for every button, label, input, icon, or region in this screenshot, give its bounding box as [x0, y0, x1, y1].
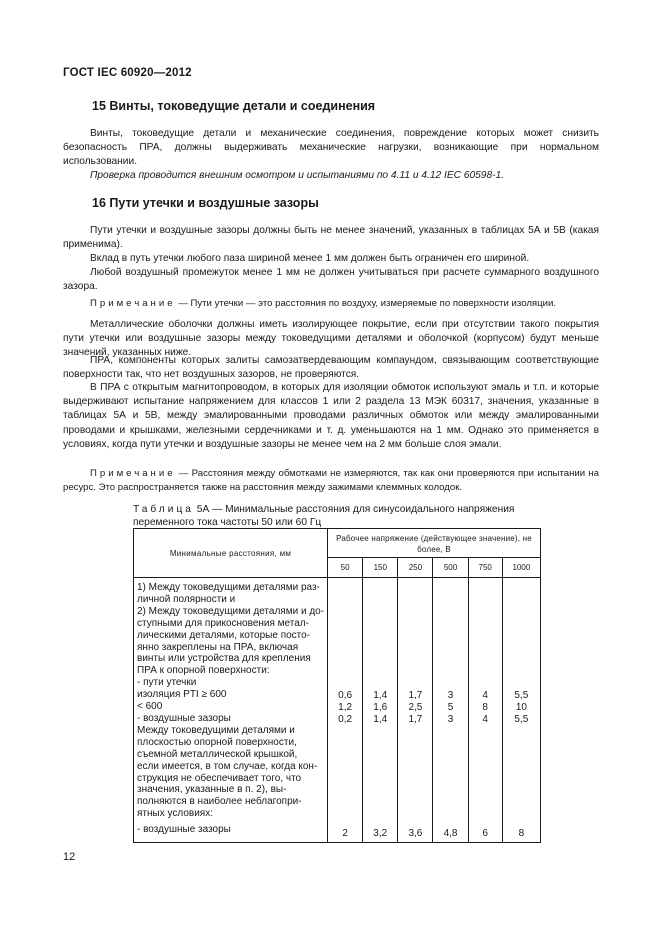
table-5a-caption-label: Таблица [133, 504, 194, 515]
table-5a-desc-line: изоляция PTI ≥ 600 [137, 689, 227, 701]
table-5a-desc-line: плоскостью опорной поверхности, [137, 736, 297, 748]
table-5a-spacer [398, 726, 432, 828]
table-5a-cell: 0,6 [338, 690, 353, 701]
section-15-check-note: Проверка проводится внешним осмотром и испытаниями по 4.11 и 4.12 IEC 60598-1. [90, 170, 505, 181]
document-header: ГОСТ IEC 60920—2012 [63, 67, 192, 79]
table-5a-cell: 1,4 [373, 713, 388, 725]
table-5a-caption-text: 5А — Минимальные расстояния для синусоидального напряжения переменного тока частоты 50 или 60 Гц [133, 504, 515, 528]
table-5a-voltage-header: 150 [363, 558, 398, 578]
table-5a-voltage-header: 50 [328, 558, 363, 578]
table-5a-desc-line: - воздушные зазоры [137, 712, 231, 724]
table-5a-value-column [328, 578, 363, 843]
table-5a-desc-line: винты или устройства для крепления [137, 653, 311, 665]
table-5a-cell: 3 [447, 713, 454, 725]
table-5a-cell: 3,2 [373, 827, 388, 839]
table-5a-cell: 8 [482, 701, 488, 713]
table-5a-desc-line: струкция не обеспечивает того, что [137, 772, 302, 784]
section-16-paragraph-1: Пути утечки и воздушные зазоры должны быть не менее значений, указанных в таблицах 5А и 5В (какая применима). [63, 225, 599, 251]
table-5a-desc-line: лическими деталями, которые посто- [137, 629, 311, 641]
table-5a-value-column [363, 578, 398, 843]
table-5a-desc-line: < 600 [137, 701, 163, 713]
table-5a-cell: 4,8 [443, 827, 458, 839]
table-5a-spacer [503, 726, 540, 828]
table-5a-spacer [469, 726, 502, 828]
table-5a-cell: 0,2 [338, 713, 353, 725]
table-5a-desc-line: личной полярности и [137, 593, 236, 605]
table-5a-desc-line: ПРА к опорной поверхности: [137, 665, 270, 677]
table-5a-spacer [503, 578, 540, 690]
table-5a-voltage-group-header: Рабочее напряжение (действующее значение), не более, В [328, 529, 541, 558]
table-5a-spacer [433, 726, 467, 828]
table-5a-cell: 4 [482, 713, 488, 725]
section-16-paragraph-2: Вклад в путь утечки любого паза шириной менее 1 мм должен быть ограничен его шириной. [90, 253, 530, 264]
table-5a-cell: 6 [482, 827, 488, 839]
section-15-paragraph: Винты, токоведущие детали и механические соединения, повреждение которых может снизить безопасность ПРА, должны выдерживать механические нагрузки, возникающие при нормальном использовании. [63, 128, 599, 168]
table-5a-cell: 5,5 [514, 713, 529, 725]
table-5a-cell: 10 [515, 701, 527, 713]
table-5a-value-column [468, 578, 502, 843]
table-5a-desc-line: 1) Между токоведущими деталями раз- [137, 582, 320, 593]
table-5a-desc-line: янно закреплены на ПРА, включая [137, 641, 299, 653]
table-5a-spacer [363, 726, 397, 828]
table-5a-desc-line: - воздушные зазоры [137, 824, 231, 836]
table-5a-cell: 3 [447, 690, 454, 701]
table-5a-desc-line: ступными для прикосновения метал- [137, 617, 309, 629]
table-5a [133, 528, 541, 843]
table-5a-cell: 1,7 [408, 690, 423, 701]
table-5a-cell: 5 [447, 701, 454, 713]
note-2-text: — Расстояния между обмотками не измеряются, так как они проверяются при испытании на ресурс. Это распространяется также на расстояния между зажимами клеммных колодок. [63, 468, 599, 493]
table-5a-value-column [502, 578, 540, 843]
table-5a-caption [133, 503, 543, 529]
section-16-note-1 [63, 297, 599, 311]
section-16-paragraph-3: Любой воздушный промежуток менее 1 мм не должен учитываться при расчете суммарного воздушного зазора. [63, 267, 599, 293]
table-5a-voltage-header: 750 [468, 558, 502, 578]
table-5a-cell: 1,4 [373, 690, 388, 701]
section-15-title: 15 Винты, токоведущие детали и соединения [92, 99, 376, 113]
table-5a-desc-line: ятных условиях: [137, 808, 213, 820]
note-1-text: — Пути утечки — это расстояния по воздуху, измеряемые по поверхности изоляции. [178, 298, 556, 309]
section-16-title: 16 Пути утечки и воздушные зазоры [92, 196, 319, 210]
section-16-paragraph-5: ПРА, компоненты которых залиты самозатвердевающим компаундом, связывающим соответствующие поверхности так, что нет воздушных зазоров, не проверяются. [63, 355, 599, 381]
note-2-label: Примечание [90, 468, 176, 479]
table-5a-desc-line: полняются в наиболее неблагопри- [137, 796, 302, 808]
table-5a-voltage-header: 500 [433, 558, 468, 578]
table-5a-cell: 8 [518, 827, 525, 839]
table-5a-desc-line: значения, указанные в п. 2), вы- [137, 784, 287, 796]
table-5a-spacer [363, 578, 397, 690]
table-5a-cell: 5,5 [514, 690, 529, 701]
table-5a-spacer [398, 578, 432, 690]
table-5a-value-column [433, 578, 468, 843]
table-5a-cell: 2,5 [408, 701, 423, 713]
section-16-paragraph-6: В ПРА с открытым магнитопроводом, в которых для изоляции обмоток используют эмаль и т.п. и которые выдерживают испытание напряжением для классов 1 или 2 раздела 13 МЭК 60317, значения, указанные в таблицах 5А и 5В, между эмалированными проводами различных обмоток или между эмалированными проводами и крышками, железными сердечниками и т. д. уменьшаются на 1 мм. Однако это применяется в условиях, когда пути утечки и воздушные зазоры не менее чем на 2 мм больше слоя эмали. [63, 382, 599, 450]
table-5a-spacer [433, 578, 467, 690]
table-5a-description-cell [134, 578, 328, 843]
table-5a-desc-line: - пути утечки [137, 677, 197, 689]
table-5a-cell: 1,2 [338, 701, 353, 713]
table-5a-desc-line: съемной металлической крышкой, [137, 748, 298, 760]
table-5a-spacer [328, 578, 362, 690]
table-5a-cell: 1,6 [373, 701, 388, 713]
table-5a-desc-line: если имеется, в том случае, когда кон- [137, 760, 318, 772]
note-1-label: Примечание [90, 298, 176, 309]
table-5a-voltage-header: 1000 [502, 558, 540, 578]
section-16-note-2 [63, 467, 599, 495]
section-16-paragraph-4: Металлические оболочки должны иметь изолирующее покрытие, если при отсутствии такого покрытия пути утечки или воздушные зазоры между токоведущими деталями и оболочкой (корпусом) будут меньше значений, указанных ниже. [63, 319, 599, 359]
table-5a-spacer [469, 578, 502, 690]
table-5a-spacer [328, 726, 362, 828]
page-number: 12 [63, 851, 76, 863]
table-5a-cell: 4 [482, 690, 488, 701]
table-5a-voltage-header: 250 [398, 558, 433, 578]
table-5a-desc-line: 2) Между токоведущими деталями и до- [137, 605, 325, 617]
table-5a-value-column [398, 578, 433, 843]
table-5a-left-header: Минимальные расстояния, мм [134, 529, 328, 578]
table-5a-cell: 1,7 [408, 713, 423, 725]
table-5a-cell: 2 [342, 827, 348, 839]
table-5a-desc-line: Между токоведущими деталями и [137, 724, 295, 736]
table-5a-cell: 3,6 [408, 827, 423, 839]
